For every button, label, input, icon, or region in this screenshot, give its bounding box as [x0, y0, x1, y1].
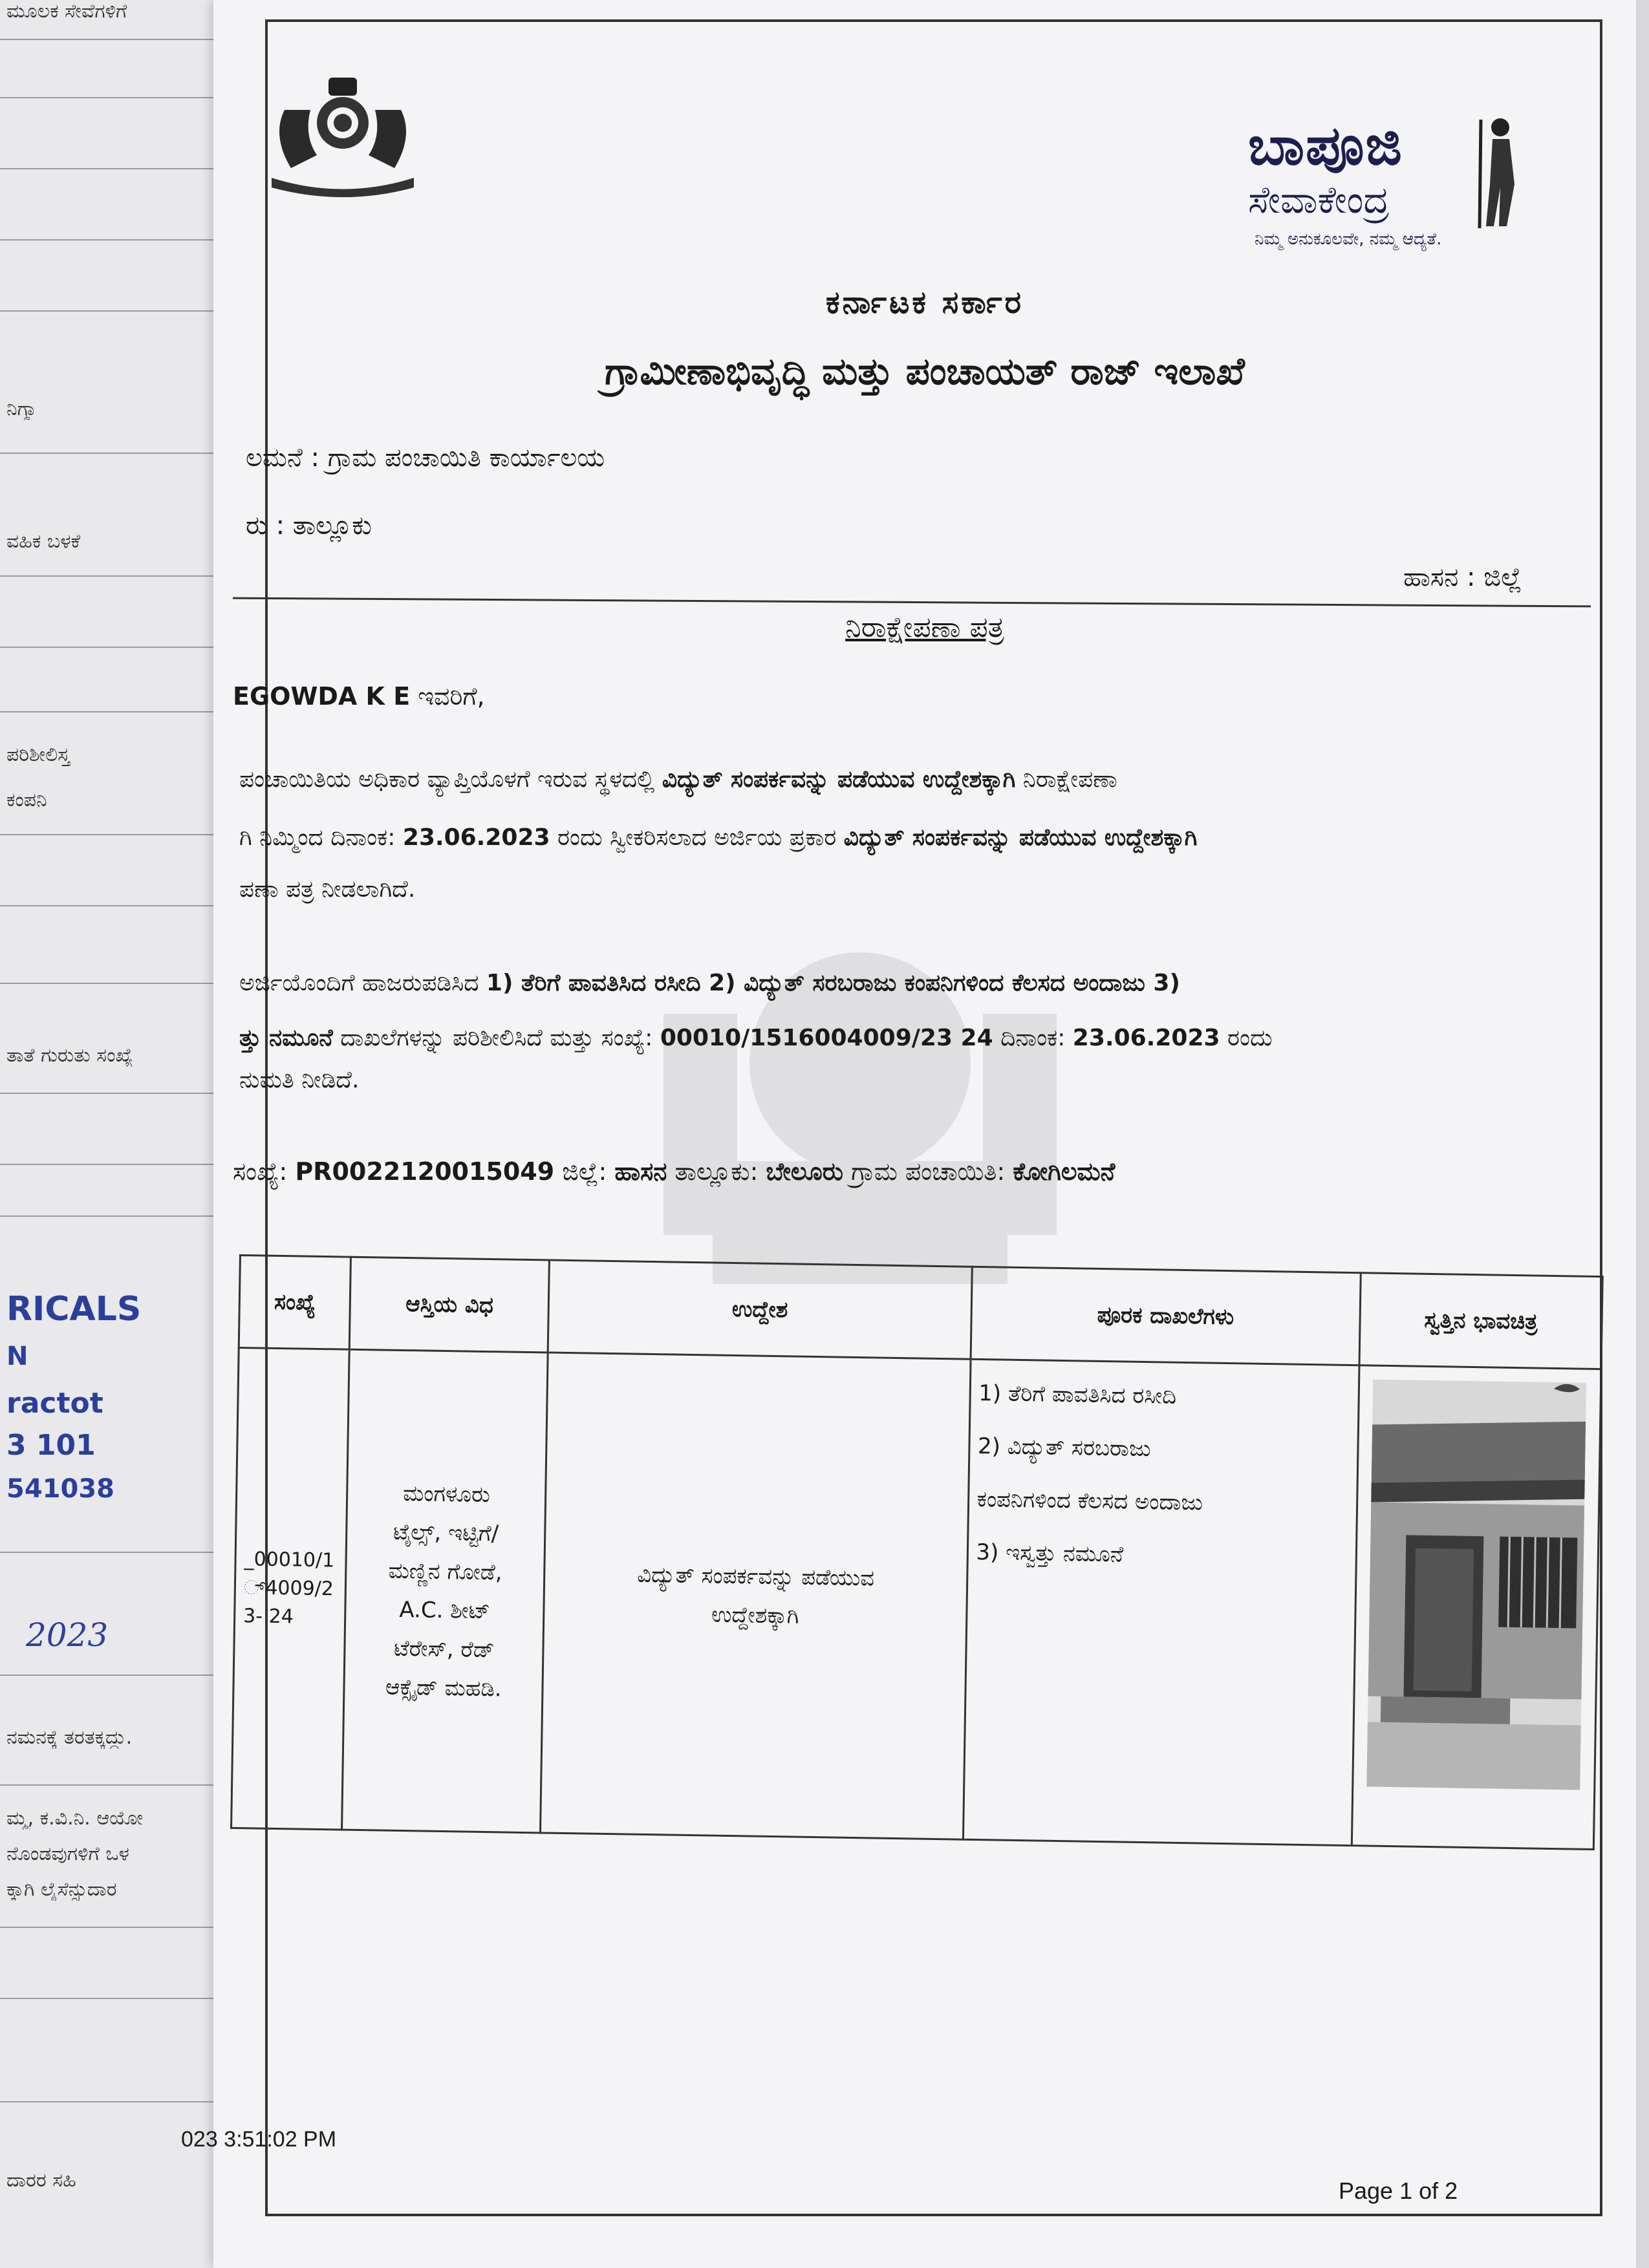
- text-line: ಉದ್ದೇಶಕ್ಕಾಗಿ: [711, 1601, 799, 1629]
- underlying-rule: [0, 1164, 246, 1165]
- approval-date: 23.06.2023: [1072, 1025, 1220, 1051]
- underlying-text: ಕಂಪನಿ: [6, 789, 47, 811]
- underlying-rule: [0, 647, 246, 648]
- logo-title: ಬಾಪೂಜಿ: [1248, 113, 1403, 177]
- addressee-name: EGOWDA K E: [233, 682, 411, 711]
- stamp-text: 541038: [6, 1474, 114, 1504]
- underlying-rule: [0, 453, 246, 454]
- underlying-rule: [0, 905, 246, 906]
- para1-line2: [239, 824, 1197, 851]
- col-header-purpose: ಉದ್ದೇಶ: [548, 1260, 971, 1359]
- taluk-line: ರು : ತಾಲ್ಲೂಕು: [246, 511, 372, 540]
- underlying-text: ಪರಿಶೀಲಿಸ್ತ: [6, 744, 70, 766]
- cell-purpose: [541, 1353, 971, 1839]
- property-id: PR0022120015049: [295, 1157, 555, 1186]
- text-span: ಗ್ರಾಮ ಪಂಚಾಯಿತಿ:: [843, 1157, 1013, 1186]
- underlying-rule: [0, 2101, 246, 2102]
- para2-line2: [239, 1025, 1273, 1052]
- stamp-text: ractot: [6, 1387, 103, 1420]
- document-item: 1) ತೆರಿಗೆ ಪಾವತಿಸಿದ ರಸೀದಿ: [978, 1380, 1177, 1409]
- underlying-rule: [0, 239, 246, 241]
- col-header-property-type: ಆಸ್ತಿಯ ವಿಧ: [350, 1257, 550, 1353]
- text-line: ಆಕ್ಸೈಡ್ ಮಹಡಿ.: [385, 1674, 502, 1702]
- col-header-number: ಸಂಖ್ಯೆ: [239, 1256, 351, 1350]
- text-line: ವಿದ್ಯುತ್ ಸಂಪರ್ಕವನ್ನು ಪಡೆಯುವ: [636, 1561, 875, 1592]
- text-span: ಜಿಲ್ಲೆ:: [554, 1157, 615, 1186]
- gandhi-figure-icon: [1461, 113, 1539, 230]
- underlying-rule: [0, 834, 246, 835]
- property-photo: [1367, 1380, 1587, 1790]
- text-span-bold: ವಿದ್ಯುತ್ ಸಂಪರ್ಕವನ್ನು ಪಡೆಯುವ ಉದ್ದೇಶಕ್ಕಾಗಿ: [662, 766, 1016, 793]
- document-item: 3) ಇಸ್ವತ್ತು ನಮೂನೆ: [976, 1539, 1124, 1568]
- stamp-text: RICALS: [6, 1290, 142, 1329]
- underlying-text: ನೊಂಡವುಗಳಿಗೆ ಒಳ: [6, 1843, 129, 1865]
- para1-line3: ಪಣಾ ಪತ್ರ ನೀಡಲಾಗಿದೆ.: [239, 876, 416, 903]
- logo-subtitle: ಸೇವಾಕೇಂದ್ರ: [1248, 178, 1390, 222]
- text-span: ರಂದು: [1220, 1025, 1273, 1051]
- text-span: ಗಿ ನಿಮ್ಮಿಂದ ದಿನಾಂಕ:: [239, 824, 403, 851]
- underlying-rule: [0, 1093, 246, 1094]
- property-details-line: [233, 1157, 1115, 1186]
- underlying-text: ನಮನಕ್ಕೆ ತರತಕ್ಕದ್ದು.: [6, 1726, 133, 1749]
- underlying-text: ತಾತೆ ಗುರುತು ಸಂಖ್ಯೆ: [6, 1044, 133, 1067]
- para2-line3: ನುಮತಿ ನೀಡಿದೆ.: [239, 1067, 360, 1093]
- bapuji-seva-kendra-logo: [1248, 113, 1546, 262]
- underlying-rule: [0, 310, 246, 312]
- cell-number: _00010/1 ್4009/23- 24: [232, 1348, 350, 1830]
- cell-documents: [963, 1359, 1359, 1845]
- col-header-documents: ಪೂರಕ ದಾಖಲೆಗಳು: [971, 1267, 1361, 1365]
- underlying-text: ಮೂಲಕ ಸೇವೆಗಳಿಗೆ: [6, 0, 127, 23]
- text-span: ಪಂಚಾಯಿತಿಯ ಅಧಿಕಾರ ವ್ಯಾಪ್ತಿಯೊಳಗೆ ಇರುವ ಸ್ಥಳದಲ್ಲಿ: [239, 766, 662, 793]
- underlying-rule: [0, 575, 246, 577]
- text-span-bold: ವಿದ್ಯುತ್ ಸಂಪರ್ಕವನ್ನು ಪಡೆಯುವ ಉದ್ದೇಶಕ್ಕಾಗಿ: [843, 824, 1198, 851]
- underlying-rule: [0, 1552, 246, 1553]
- underlying-rule: [0, 168, 246, 169]
- underlying-text: ದಾರರ ಸಹಿ: [6, 2169, 76, 2192]
- document-item: 2) ವಿದ್ಯುತ್ ಸರಬರಾಜು: [977, 1433, 1151, 1462]
- government-heading: ಕರ್ನಾಟಕ ಸರ್ಕಾರ: [825, 284, 1024, 321]
- department-heading: ಗ್ರಾಮೀಣಾಭಿವೃದ್ಧಿ ಮತ್ತು ಪಂಚಾಯತ್ ರಾಜ್ ಇಲಾಖೆ: [605, 349, 1245, 393]
- text-line: ಟೈಲ್ಸ್, ಇಟ್ಟಿಗೆ/: [393, 1519, 499, 1547]
- text-line: ಟೆರೇಸ್, ರೆಡ್: [393, 1635, 495, 1664]
- cell-photo: [1352, 1365, 1601, 1850]
- underlying-rule: [0, 711, 246, 712]
- application-number: 00010/1516004009/23 24: [660, 1025, 993, 1051]
- text-span: ದಿನಾಂಕ:: [993, 1025, 1073, 1051]
- noc-document: [181, 0, 1636, 2268]
- underlying-rule: [0, 97, 246, 98]
- underlying-text: ಕ್ಕಾಗಿ ಲೈಸೆನ್ಸುದಾರ: [6, 1878, 117, 1901]
- taluk-value: ಬೇಲೂರು: [766, 1157, 843, 1186]
- text-line: ಮಣ್ಣಿನ ಗೋಡೆ,: [388, 1557, 502, 1586]
- underlying-rule: [0, 1998, 246, 1999]
- underlying-text: ನಿಗ್ಮಾ: [6, 398, 38, 420]
- text-line: A.C. ಶೀಟ್: [399, 1596, 491, 1625]
- underlying-rule: [0, 39, 246, 40]
- gram-panchayat-value: ಕೋಗಿಲಮನೆ: [1013, 1157, 1116, 1186]
- page-number: Page 1 of 2: [1339, 2177, 1458, 2204]
- document-item: ಕಂಪನಿಗಳಿಂದ ಕೆಲಸದ ಅಂದಾಜು: [976, 1486, 1203, 1516]
- karnataka-emblem-icon: [259, 71, 427, 200]
- text-span-bold: 1) ತೆರಿಗೆ ಪಾವತಿಸಿದ ರಸೀದಿ 2) ವಿದ್ಯುತ್ ಸರಬರಾಜು ಕಂಪನಿಗಳಿಂದ ಕೆಲಸದ ಅಂದಾಜು 3): [486, 970, 1180, 996]
- addressee: [233, 682, 485, 711]
- handwritten-year: 2023: [26, 1616, 109, 1654]
- stamp-text: N: [6, 1342, 28, 1371]
- text-line: ಮಂಗಳೂರು: [402, 1481, 491, 1508]
- text-span: ಅರ್ಜಿಯೊಂದಿಗೆ ಹಾಜರುಪಡಿಸಿದ: [239, 970, 486, 996]
- text-span: ಸಂಖ್ಯೆ:: [233, 1157, 296, 1186]
- para2-line1: [239, 970, 1180, 997]
- text-span: ನಿರಾಕ್ಷೇಪಣಾ: [1015, 766, 1117, 793]
- logo-tagline: ನಿಮ್ಮ ಅನುಕೂಲವೇ, ನಮ್ಮ ಆದ್ಯತೆ.: [1255, 230, 1442, 249]
- addressee-suffix: ಇವರಿಗೆ,: [410, 682, 485, 711]
- underlying-rule: [0, 1784, 246, 1786]
- district-value: ಹಾಸನ: [614, 1157, 667, 1186]
- underlying-rule: [0, 1215, 246, 1217]
- underlying-rule: [0, 1927, 246, 1928]
- text-span: ತಾಲ್ಲೂಕು:: [667, 1157, 766, 1186]
- application-date: 23.06.2023: [402, 824, 550, 851]
- office-line: ಲಮನೆ : ಗ್ರಾಮ ಪಂಚಾಯಿತಿ ಕಾರ್ಯಾಲಯ: [246, 443, 605, 473]
- stamp-text: 3 101: [6, 1429, 96, 1462]
- cell-property-type: [342, 1349, 548, 1833]
- property-table: [230, 1254, 1604, 1850]
- underlying-rule: [0, 983, 246, 984]
- text-span-bold: ತ್ತು ನಮೂನೆ: [239, 1025, 333, 1051]
- underlying-text: ಮ್ಮ, ಕ.ವಿ.ನಿ. ಆಯೋ: [6, 1807, 144, 1830]
- document-title: ನಿರಾಕ್ಷೇಪಣಾ ಪತ್ರ: [845, 611, 1004, 644]
- print-timestamp: 023 3:51:02 PM: [181, 2127, 337, 2152]
- col-header-photo: ಸ್ವತ್ತಿನ ಭಾವಚಿತ್ರ: [1359, 1273, 1602, 1369]
- underlying-text: ವಹಿಕ ಬಳಕೆ: [6, 530, 81, 553]
- district-line: ಹಾಸನ : ಜಿಲ್ಲೆ: [1403, 562, 1522, 592]
- underlying-rule: [0, 1674, 246, 1676]
- para1-line1: [239, 766, 1117, 793]
- text-span: ದಾಖಲೆಗಳನ್ನು ಪರಿಶೀಲಿಸಿದೆ ಮತ್ತು ಸಂಖ್ಯೆ:: [332, 1025, 660, 1051]
- table-row: [232, 1348, 1601, 1850]
- text-span: ರಂದು ಸ್ವೀಕರಿಸಲಾದ ಅರ್ಜಿಯ ಪ್ರಕಾರ: [550, 824, 844, 851]
